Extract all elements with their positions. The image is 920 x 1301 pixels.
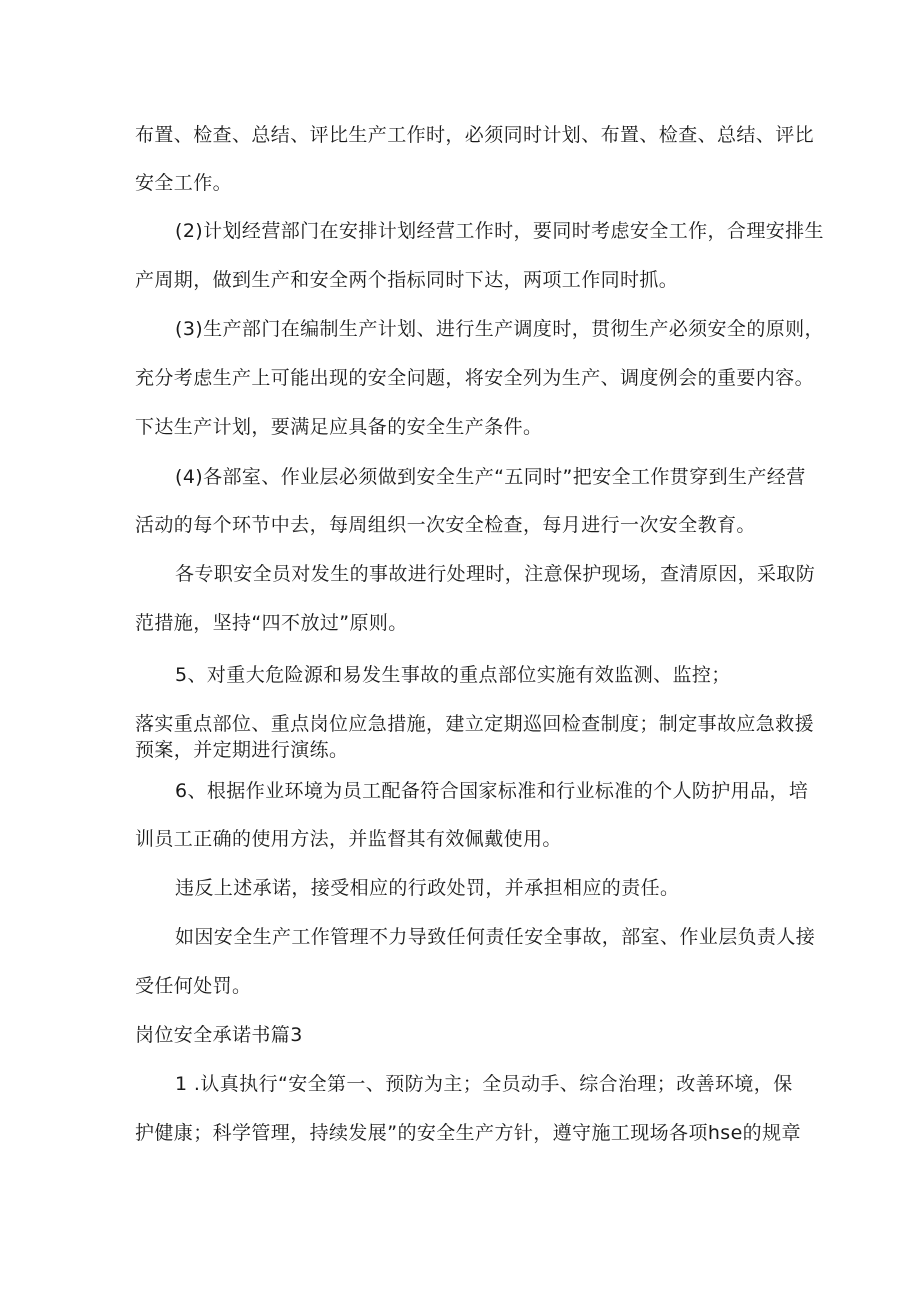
text-line: 活动的每个环节中去，每周组织一次安全检查，每月进行一次安全教育。	[135, 514, 756, 536]
text-line: 各专职安全员对发生的事故进行处理时，注意保护现场，查清原因，采取防	[175, 563, 816, 585]
text-line: 训员工正确的使用方法，并监督其有效佩戴使用。	[135, 828, 562, 850]
text-line: 如因安全生产工作管理不力导致任何责任安全事故，部室、作业层负责人接	[175, 926, 816, 948]
text-line: 产周期，做到生产和安全两个指标同时下达，两项工作同时抓。	[135, 269, 679, 291]
text-line: 下达生产计划，要满足应具备的安全生产条件。	[135, 416, 543, 438]
text-line: 1 .认真执行“安全第一、预防为主；全员动手、综合治理；改善环境，保	[175, 1073, 793, 1095]
text-line: 落实重点部位、重点岗位应急措施，建立定期巡回检查制度；制定事故应急救援	[135, 713, 815, 735]
text-line: 护健康；科学管理，持续发展”的安全生产方针，遵守施工现场各项hse的规章	[135, 1122, 801, 1144]
section-heading: 岗位安全承诺书篇3	[135, 1024, 303, 1046]
text-line: 受任何处罚。	[135, 975, 252, 997]
text-line: 布置、检查、总结、评比生产工作时，必须同时计划、布置、检查、总结、评比	[135, 124, 815, 146]
text-line: 范措施，坚持“四不放过”原则。	[135, 612, 408, 634]
text-line: 预案，并定期进行演练。	[135, 739, 349, 761]
text-line: 5、对重大危险源和易发生事故的重点部位实施有效监测、监控；	[175, 664, 731, 686]
text-line: 安全工作。	[135, 172, 233, 194]
text-line: (2)计划经营部门在安排计划经营工作时，要同时考虑安全工作，合理安排生	[175, 220, 824, 242]
text-line: (3)生产部门在编制生产计划、进行生产调度时，贯彻生产必须安全的原则，	[175, 318, 824, 340]
text-line: (4)各部室、作业层必须做到安全生产“五同时”把安全工作贯穿到生产经营	[175, 466, 806, 488]
text-line: 6、根据作业环境为员工配备符合国家标准和行业标准的个人防护用品，培	[175, 780, 809, 802]
text-line: 充分考虑生产上可能出现的安全问题，将安全列为生产、调度例会的重要内容。	[135, 367, 815, 389]
text-line: 违反上述承诺，接受相应的行政处罚，并承担相应的责任。	[175, 877, 680, 899]
